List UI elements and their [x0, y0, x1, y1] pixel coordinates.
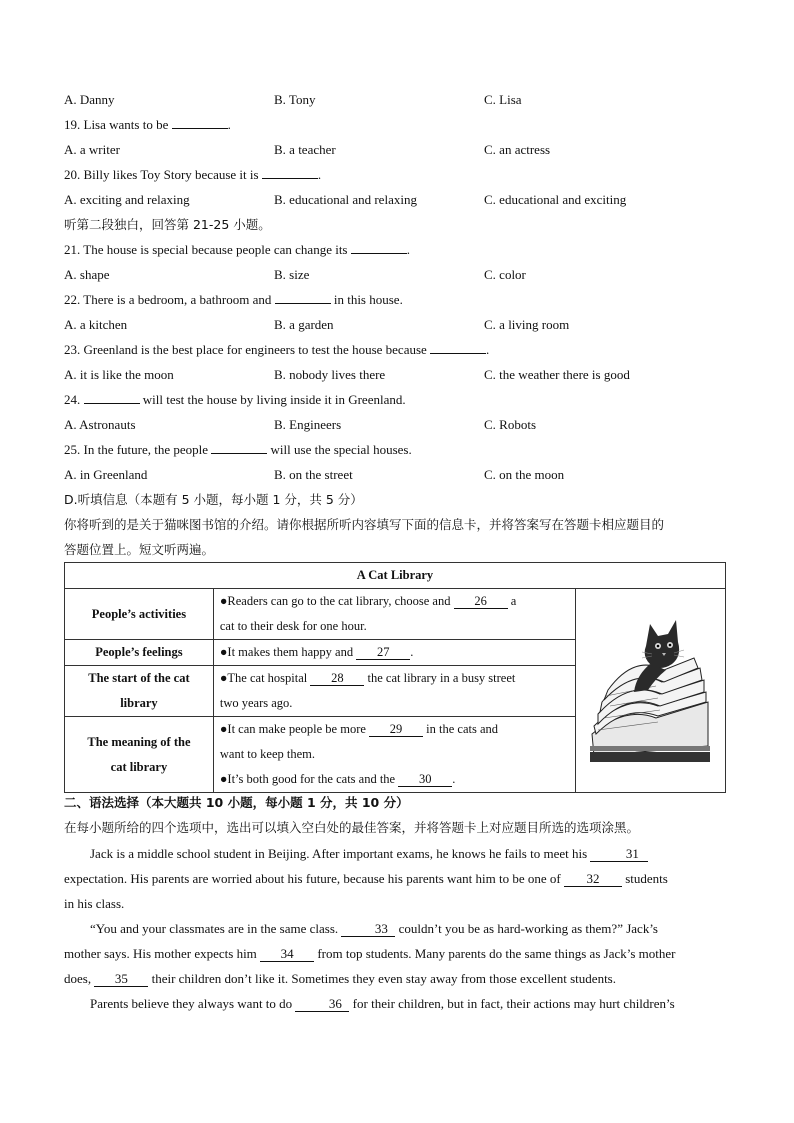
q24-option-b: B. Engineers [274, 417, 342, 432]
q18-option-c: C. Lisa [484, 92, 522, 107]
blank-34[interactable]: 34 [260, 947, 314, 962]
q24-stem: 24. will test the house by living inside it in Greenland. [64, 392, 406, 407]
blank-36[interactable]: 36 [295, 997, 349, 1012]
row-label-meaning: The meaning of the cat library [65, 717, 214, 793]
cat-reading-book-icon [586, 606, 714, 766]
q21-option-a: A. shape [64, 267, 110, 282]
q20-option-c: C. educational and exciting [484, 192, 627, 207]
q19-stem: 19. Lisa wants to be . [64, 117, 231, 132]
q22-stem: 22. There is a bedroom, a bathroom and in this house. [64, 292, 403, 307]
q20-option-b: B. educational and relaxing [274, 192, 417, 207]
q24-option-a: A. Astronauts [64, 417, 136, 432]
blank-27[interactable]: 27 [356, 645, 410, 660]
cat-on-book-image [575, 589, 725, 793]
blank-29[interactable]: 29 [369, 722, 423, 737]
q23-stem: 23. Greenland is the best place for engineers to test the house because . [64, 342, 490, 357]
part-d-instruction-cont: 答题位置上。短文听两遍。 [64, 542, 215, 557]
section-two-title: 听第二段独白，回答第 21-25 小题。 [64, 217, 271, 232]
cat-library-info-card [64, 562, 726, 793]
q19-option-b: B. a teacher [274, 142, 336, 157]
grammar-paragraph-3: Parents believe they always want to do 36 for their children, but in fact, their actions may hurt children’s [90, 996, 675, 1011]
q20-stem: 20. Billy likes Toy Story because it is . [64, 167, 322, 182]
q19-option-c: C. an actress [484, 142, 551, 157]
row-content-feelings: ●It makes them happy and 27 . [213, 640, 575, 666]
blank-30[interactable]: 30 [398, 772, 452, 787]
blank-28[interactable]: 28 [310, 671, 364, 686]
q23-option-b: B. nobody lives there [274, 367, 386, 382]
blank-33[interactable]: 33 [341, 922, 395, 937]
table-title: A Cat Library [65, 563, 726, 589]
q20-option-a: A. exciting and relaxing [64, 192, 190, 207]
part-d-title: D.听填信息（本题有 5 小题，每小题 1 分，共 5 分） [64, 492, 363, 507]
row-label-start: The start of the cat library [65, 666, 214, 717]
q21-stem: 21. The house is special because people can change its . [64, 242, 410, 257]
q25-stem: 25. In the future, the people will use the special houses. [64, 442, 412, 457]
blank-26[interactable]: 26 [454, 594, 508, 609]
grammar-instruction: 在每小题所给的四个选项中，选出可以填入空白处的最佳答案，并将答题卡上对应题目所选的选项涂黑。 [64, 820, 640, 835]
grammar-section-title: 二、语法选择（本大题共 10 小题，每小题 1 分，共 10 分） [64, 795, 409, 810]
grammar-paragraph-1: Jack is a middle school student in Beijing. After important exams, he knows he fails to meet his 31 expectation. His parents are worried about his future, because his parents want him to be one of 32 students in his class. [64, 846, 668, 911]
row-content-activities: ●Readers can go to the cat library, choose and 26 a cat to their desk for one hour. [213, 589, 575, 640]
q23-option-a: A. it is like the moon [64, 367, 174, 382]
q18-option-b: B. Tony [274, 92, 316, 107]
q18-option-a: A. Danny [64, 92, 115, 107]
q24-option-c: C. Robots [484, 417, 537, 432]
q25-option-c: C. on the moon [484, 467, 565, 482]
q19-option-a: A. a writer [64, 142, 120, 157]
part-d-instruction: 你将听到的是关于猫咪图书馆的介绍。请你根据所听内容填写下面的信息卡，并将答案写在答题卡相应题目的 [64, 517, 665, 532]
q22-option-b: B. a garden [274, 317, 334, 332]
q25-option-b: B. on the street [274, 467, 353, 482]
q22-option-c: C. a living room [484, 317, 570, 332]
q21-option-b: B. size [274, 267, 310, 282]
row-content-meaning: ●It can make people be more 29 in the cats and want to keep them. ●It’s both good for the cats and the 30 . [213, 717, 575, 793]
q25-option-a: A. in Greenland [64, 467, 148, 482]
row-label-activities: People’s activities [65, 589, 214, 640]
row-label-feelings: People’s feelings [65, 640, 214, 666]
blank-31[interactable]: 31 [590, 847, 648, 862]
q23-option-c: C. the weather there is good [484, 367, 630, 382]
row-content-start: ●The cat hospital 28 the cat library in a busy street two years ago. [213, 666, 575, 717]
blank-32[interactable]: 32 [564, 872, 622, 887]
grammar-paragraph-2: “You and your classmates are in the same class. 33 couldn’t you be as hard-working as them?” Jack’s mother says. His mother expects him 34 from top students. Many parents do the same things as Jack’s mother does, 35 their children don’t like it. Sometimes they even stay away from those excellent students. [64, 921, 676, 986]
q21-option-c: C. color [484, 267, 526, 282]
q22-option-a: A. a kitchen [64, 317, 128, 332]
blank-35[interactable]: 35 [94, 972, 148, 987]
